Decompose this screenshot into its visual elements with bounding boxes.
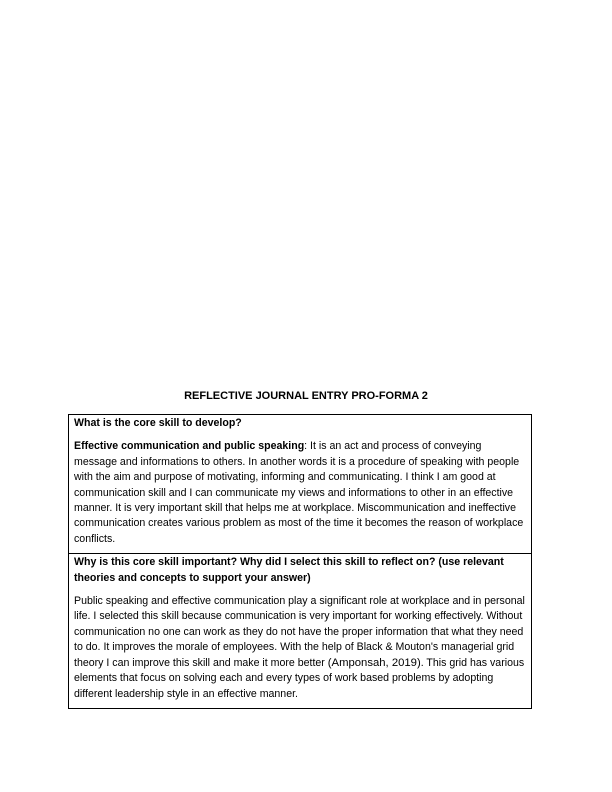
- page-title: REFLECTIVE JOURNAL ENTRY PRO-FORMA 2: [184, 390, 428, 402]
- citation: (Amponsah, 2019): [327, 656, 421, 669]
- journal-entry-table: [68, 414, 532, 709]
- core-skill-answer-text: : It is an act and process of conveying message and informations to others. In another words it is a procedure of speaking with people with the aim and purpose of motivating, informing and communicating. I think I am good at communication skill and I can communicate my views and informations to other in an effective manner. It is very important skill that helps me at workplace. Miscommunication and ineffective communication creates various problem as most of the time it becomes the reason of workplace conflicts.: [74, 440, 524, 545]
- skill-importance-answer: [74, 594, 526, 702]
- skill-importance-text-after: . This grid has various elements that focus on solving each and every types of work based problems by adopting different leadership style in an effective manner.: [74, 656, 525, 700]
- core-skill-question: What is the core skill to develop?: [74, 417, 242, 429]
- skill-importance-question: Why is this core skill important? Why did I select this skill to reflect on? (use relevant theories and concepts to support your answer): [74, 556, 504, 584]
- core-skill-lead: Effective communication and public speaking: [74, 440, 305, 453]
- skill-importance-text-before: Public speaking and effective communication play a significant role at workplace and in personal life. I selected this skill because communication is very important for working effectively. Without communication no one can work as they do not have the proper information that what they need to do. It improves the morale of employees. With the help of Black & Mouton's managerial grid theory I can improve this skill and make it more better: [74, 595, 525, 669]
- core-skill-cell: [69, 415, 531, 553]
- skill-importance-cell: [69, 553, 531, 708]
- core-skill-answer: [74, 439, 526, 547]
